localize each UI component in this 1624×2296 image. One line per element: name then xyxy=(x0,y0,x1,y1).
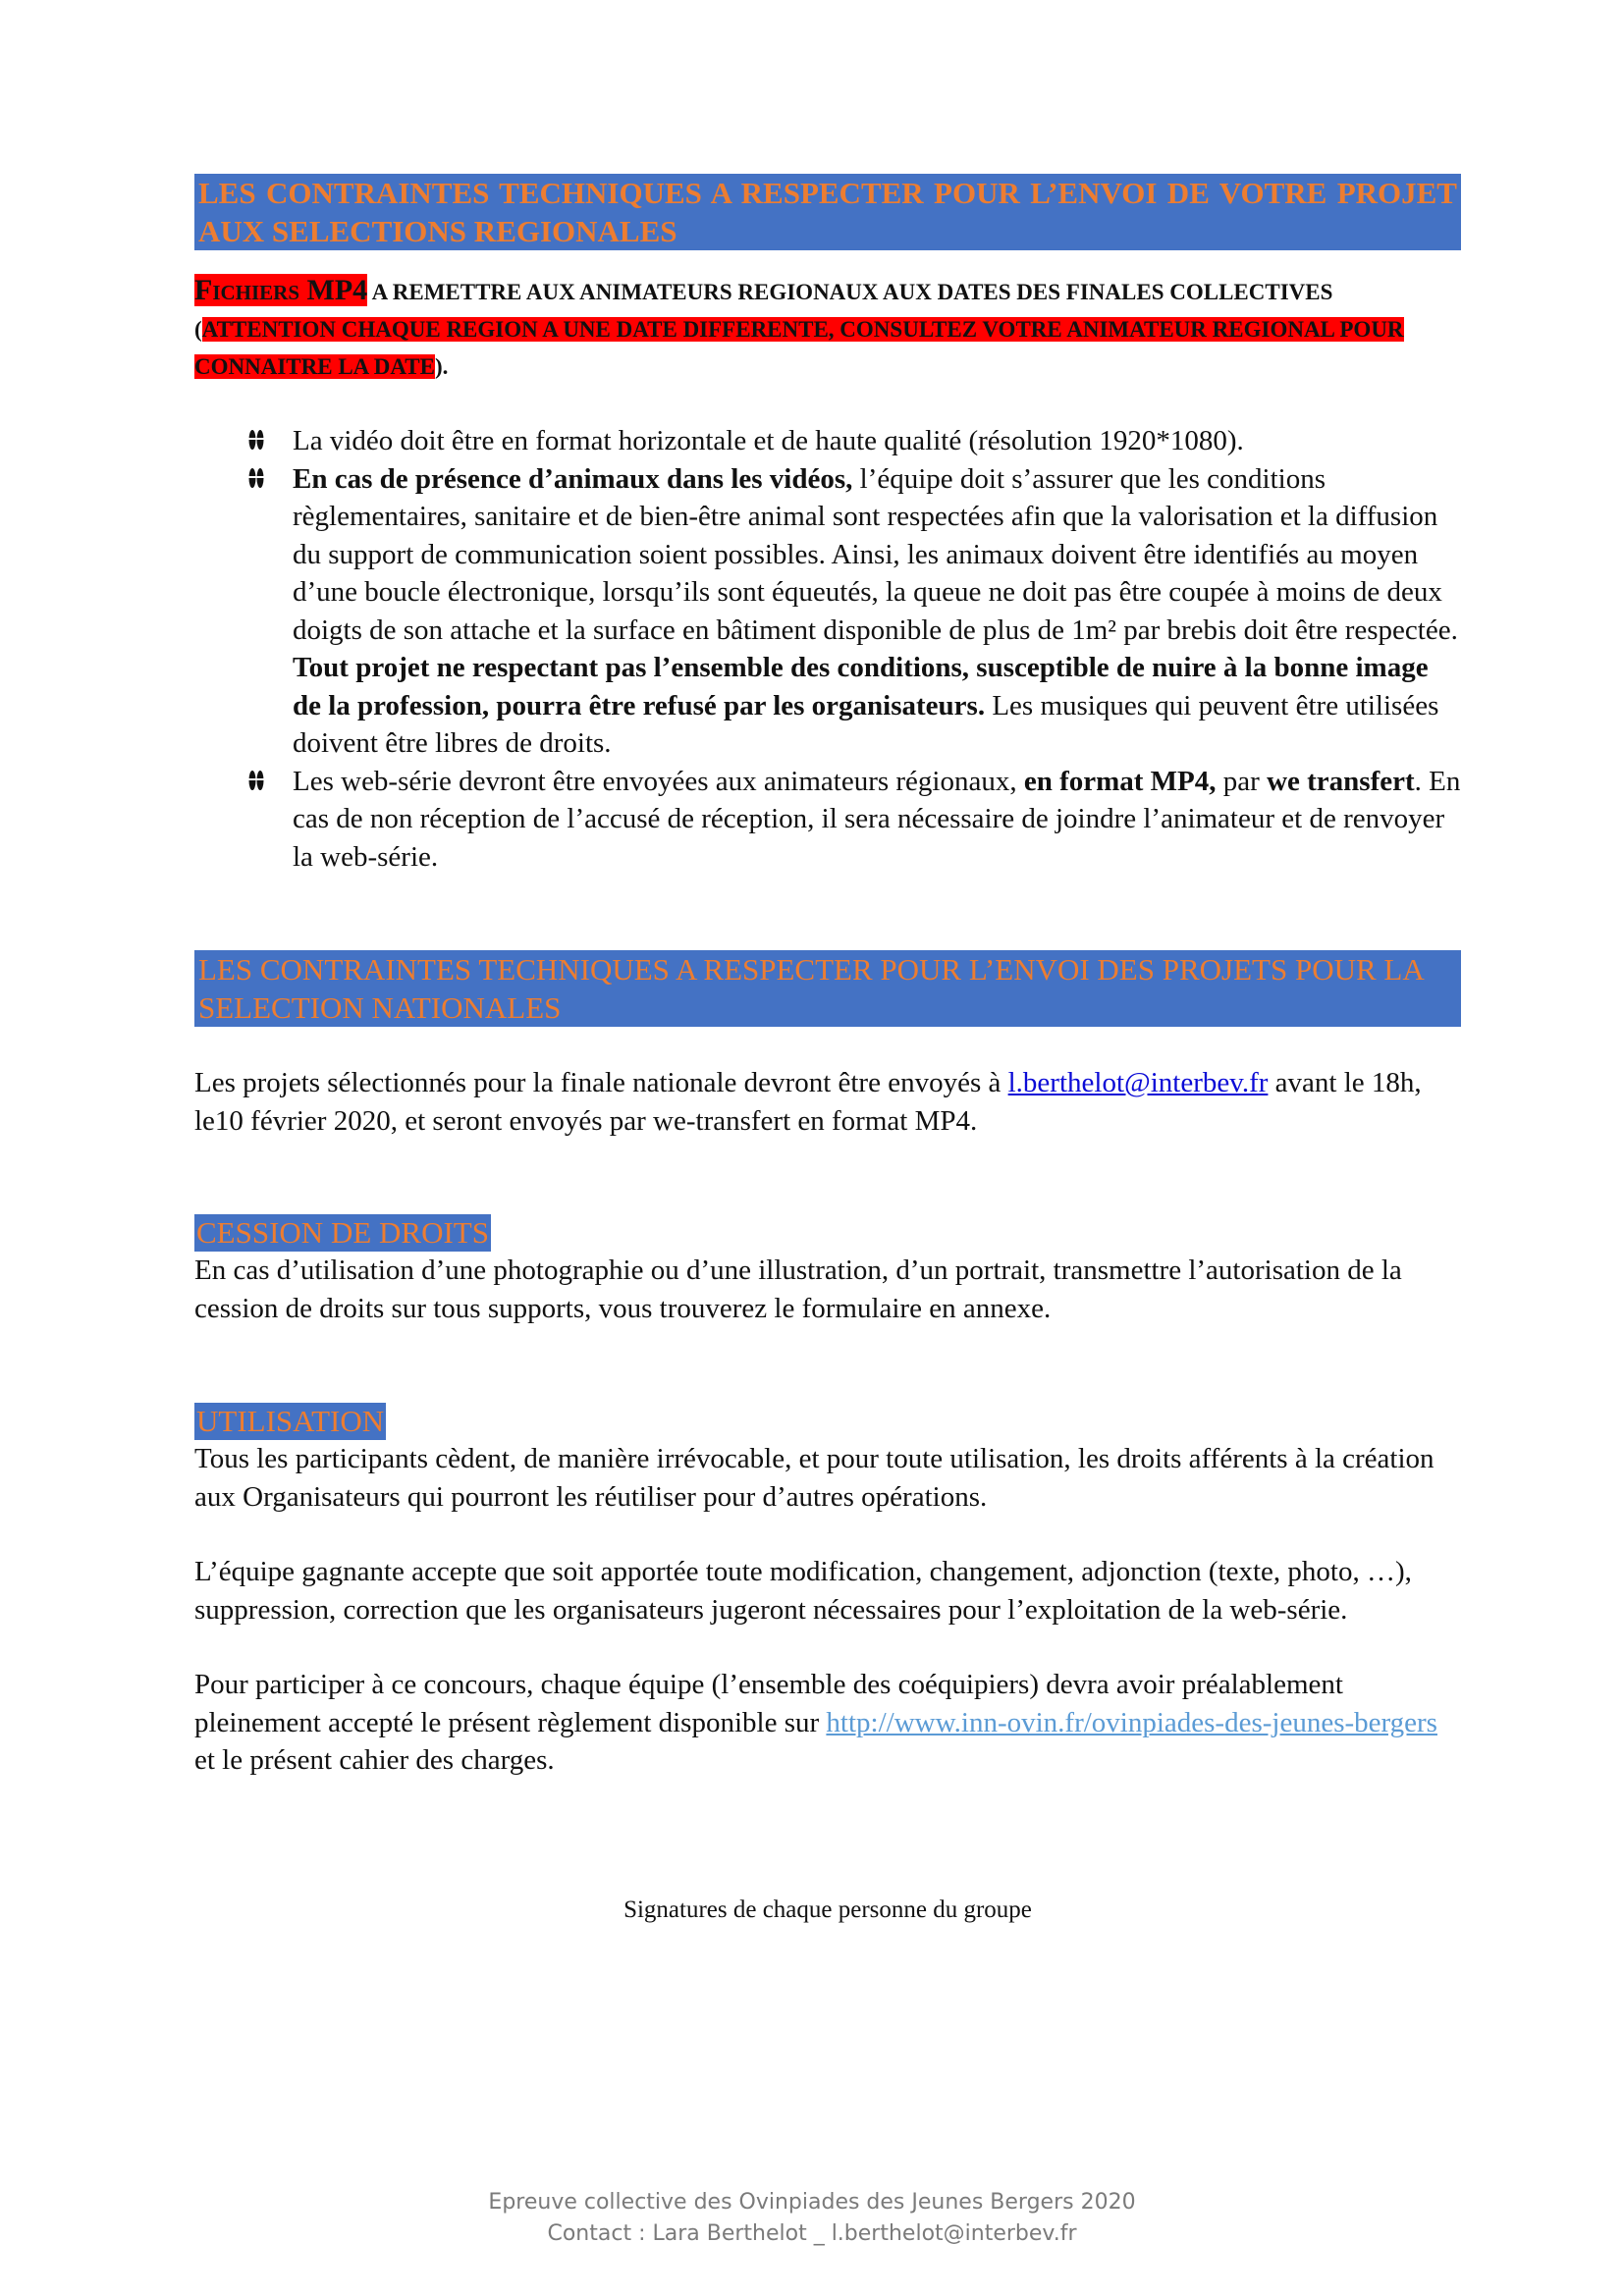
bullet-text: . En cas de non réception de l’accusé de réception, il sera nécessaire de joindre l’animateur et de renvoyer la web-série. xyxy=(293,765,1461,873)
bullet-text: Les musiques qui peuvent être utilisées doivent être libres de droits. xyxy=(293,689,1439,759)
email-link[interactable]: l.berthelot@interbev.fr xyxy=(1007,1067,1269,1098)
bullet-text: l’équipe doit s’assurer que les conditions règlementaires, sanitaire et de bien-être animal sont respectées afin que la valorisation et la diffusion du support de communication soient possibles. Ainsi, les animaux doivent être identifiés au moyen d’une boucle électronique, lorsqu’ils sont équeutés, la queue ne doit pas être coupée à moins de deux doigts de son attache et la surface en bâtiment disponible de plus de 1m² par brebis doit être respectée. xyxy=(293,462,1458,646)
mp4-label: Fichiers MP4 xyxy=(194,274,368,306)
rights-paragraph: En cas d’utilisation d’une photographie ou d’une illustration, d’un portrait, transmettre l’autorisation de la cession de droits sur tous supports, vous trouverez le formulaire en annexe. xyxy=(194,1255,1402,1324)
bullet-bold: en format MP4, xyxy=(1023,765,1217,797)
usage-paragraph-3 xyxy=(194,1666,1461,1780)
footer-line-2: Contact : Lara Berthelot _ l.berthelot@interbev.fr xyxy=(547,2221,1077,2246)
list-item xyxy=(194,460,1461,763)
mp4-close: ). xyxy=(434,354,449,379)
hooves-bullet-icon xyxy=(247,428,265,452)
mp4-text: A REMETTRE AUX ANIMATEURS REGIONAUX AUX DATES DES FINALES COLLECTIVES ( xyxy=(194,280,1333,342)
bullet-text: La vidéo doit être en format horizontale et de haute qualité (résolution 1920*1080). xyxy=(293,425,1244,456)
paragraph-text: Pour participer à ce concours, chaque équipe (l’ensemble des coéquipiers) devra avoir préalablement pleinement accepté le présent règlement disponible sur xyxy=(194,1669,1343,1738)
mp4-warning: ATTENTION CHAQUE REGION A UNE DATE DIFFERENTE, CONSULTEZ VOTRE ANIMATEUR REGIONAL POUR CONNAITRE LA DATE xyxy=(194,317,1404,379)
footer-line-1: Epreuve collective des Ovinpiades des Jeunes Bergers 2020 xyxy=(488,2190,1136,2215)
section-heading-national: LES CONTRAINTES TECHNIQUES A RESPECTER POUR L’ENVOI DES PROJETS POUR LA SELECTION NATIONALES xyxy=(194,950,1461,1027)
bullet-bold: we transfert xyxy=(1267,765,1415,797)
signatures-line: Signatures de chaque personne du groupe xyxy=(623,1896,1032,1923)
requirements-list xyxy=(194,422,1461,876)
bullet-bold: Tout projet ne respectant pas l’ensemble des conditions, susceptible de nuire à la bonne image de la profession, pourra être refusé par les organisateurs. xyxy=(293,652,1429,721)
usage-paragraph-1: Tous les participants cèdent, de manière irrévocable, et pour toute utilisation, les droits afférents à la création aux Organisateurs qui pourront les réutiliser pour d’autres opérations. xyxy=(194,1443,1435,1513)
hooves-bullet-icon xyxy=(247,769,265,792)
list-item xyxy=(194,422,1461,460)
paragraph-text: avant le 18h, le10 février 2020, et seront envoyés par we-transfert en format MP4. xyxy=(194,1067,1422,1137)
usage-paragraph-2: L’équipe gagnante accepte que soit apportée toute modification, changement, adjonction (texte, photo, …), suppression, correction que les organisateurs jugeront nécessaires pour l’exploitation de la web-série. xyxy=(194,1556,1412,1626)
paragraph-text: et le présent cahier des charges. xyxy=(194,1744,555,1776)
usage-section xyxy=(194,1403,1461,1780)
page-footer xyxy=(0,2187,1624,2250)
national-paragraph xyxy=(194,1064,1461,1140)
section-heading-rights: CESSION DE DROITS xyxy=(196,1215,489,1250)
hooves-bullet-icon xyxy=(247,466,265,490)
section-heading-usage: UTILISATION xyxy=(196,1404,385,1438)
rules-link[interactable]: http://www.inn-ovin.fr/ovinpiades-des-jeunes-bergers xyxy=(826,1706,1437,1738)
section-heading-regional: LES CONTRAINTES TECHNIQUES A RESPECTER POUR L’ENVOI DE VOTRE PROJET AUX SELECTIONS REGIONALES xyxy=(194,174,1461,250)
mp4-notice xyxy=(194,272,1461,386)
bullet-text: par xyxy=(1216,765,1268,797)
bullet-bold: En cas de présence d’animaux dans les vidéos, xyxy=(293,462,853,495)
bullet-text: Les web-série devront être envoyées aux animateurs régionaux, xyxy=(293,765,1024,797)
paragraph-text: Les projets sélectionnés pour la finale nationale devront être envoyés à xyxy=(194,1067,1008,1098)
list-item xyxy=(194,763,1461,877)
rights-section xyxy=(194,1214,1461,1327)
